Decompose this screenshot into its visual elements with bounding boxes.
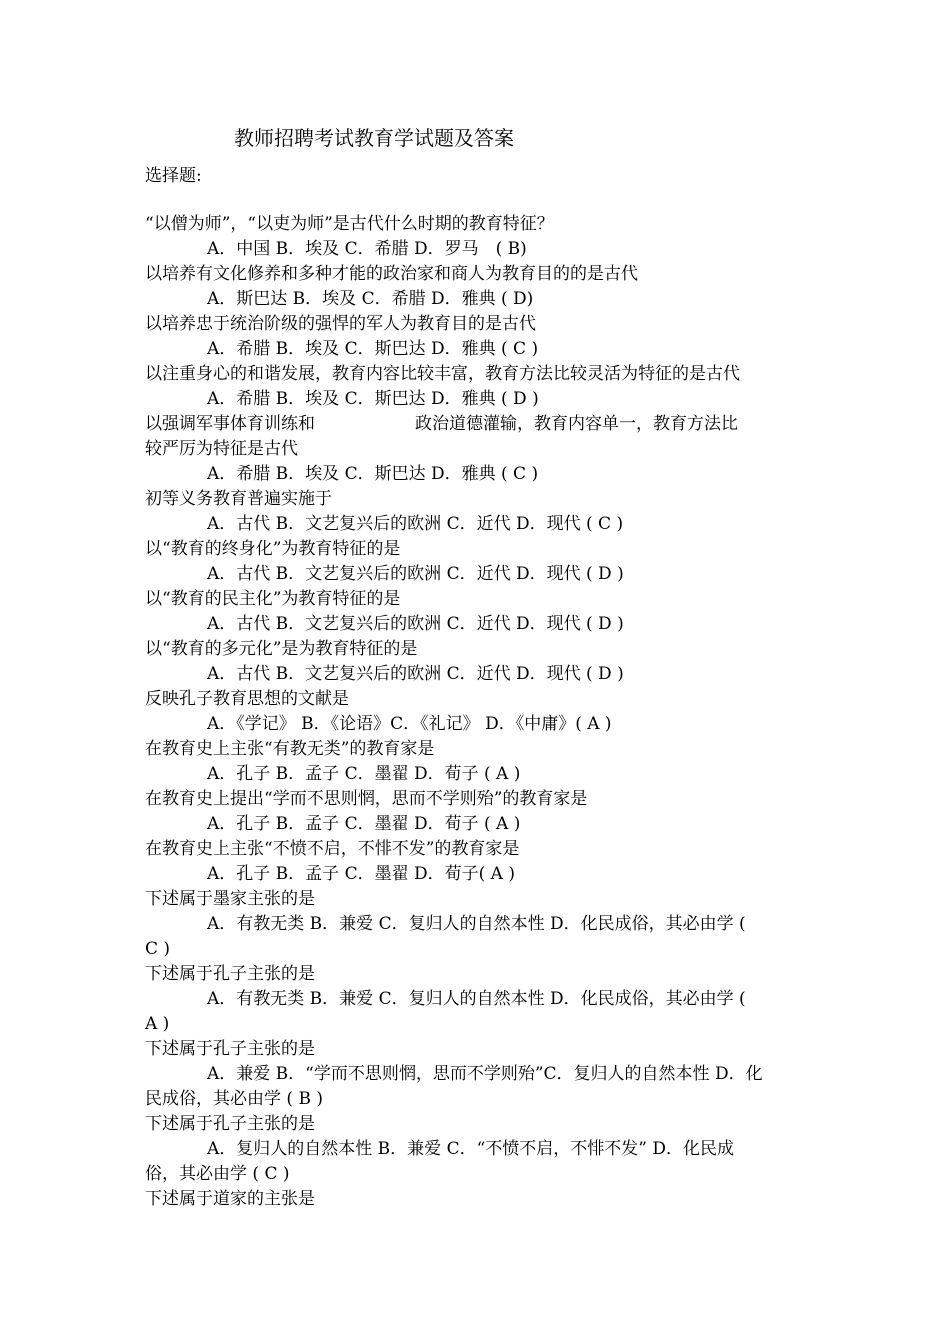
options-text: A．希腊 B．埃及 C．斯巴达 D．雅典 ( C ) xyxy=(207,464,539,484)
question-text: 在教育史上主张“有教无类”的教育家是 xyxy=(145,739,435,759)
question-text-continued: 政治道德灌输，教育内容单一，教育方法比 xyxy=(415,414,738,434)
question-text: 下述属于孔子主张的是 xyxy=(145,1114,315,1134)
question-line xyxy=(145,437,809,462)
options-text: A．古代 B．文艺复兴后的欧洲 C．近代 D．现代 ( D ) xyxy=(207,564,624,584)
answer-options-line xyxy=(145,237,809,262)
question-text: 下述属于孔子主张的是 xyxy=(145,964,315,984)
answer-options-line xyxy=(145,562,809,587)
question-text: 以“教育的民主化”为教育特征的是 xyxy=(145,589,401,609)
answer-options-line xyxy=(145,812,809,837)
question-line xyxy=(145,737,809,762)
answer-options-line xyxy=(145,862,809,887)
answer-options-line xyxy=(145,612,809,637)
answer-options-line xyxy=(145,287,809,312)
answer-options-line xyxy=(145,762,809,787)
question-line xyxy=(145,412,809,437)
question-line xyxy=(145,487,809,512)
question-line xyxy=(145,962,809,987)
answer-options-line xyxy=(145,512,809,537)
answer-options-line xyxy=(145,1137,809,1162)
section-label: 选择题: xyxy=(145,166,202,186)
question-text: 以培养有文化修养和多种才能的政治家和商人为教育目的的是古代 xyxy=(145,264,638,284)
question-line xyxy=(145,1012,809,1037)
options-text: A．希腊 B．埃及 C．斯巴达 D．雅典 ( D ) xyxy=(207,389,539,409)
question-line xyxy=(145,787,809,812)
question-line xyxy=(145,937,809,962)
options-text: A．斯巴达 B．埃及 C．希腊 D．雅典 ( D) xyxy=(207,289,534,309)
question-line xyxy=(145,262,809,287)
question-line xyxy=(145,1037,809,1062)
question-text: 下述属于墨家主张的是 xyxy=(145,889,315,909)
options-text: A．古代 B．文艺复兴后的欧洲 C．近代 D．现代 ( D ) xyxy=(207,664,624,684)
options-text: A．古代 B．文艺复兴后的欧洲 C．近代 D．现代 ( C ) xyxy=(207,514,624,534)
question-text: 俗，其必由学 ( C ) xyxy=(145,1164,290,1184)
question-line xyxy=(145,1187,809,1212)
options-text: A．《学记》 B．《论语》C．《礼记》 D．《中庸》( A ) xyxy=(207,714,612,734)
options-text: A．中国 B．埃及 C．希腊 D．罗马 ( B) xyxy=(207,239,527,259)
options-text: A．古代 B．文艺复兴后的欧洲 C．近代 D．现代 ( D ) xyxy=(207,614,624,634)
options-text: A．孔子 B．孟子 C．墨翟 D．荀子 ( A ) xyxy=(207,814,521,834)
question-text: 反映孔子教育思想的文献是 xyxy=(145,689,349,709)
options-text: A．孔子 B．孟子 C．墨翟 D．荀子( A ) xyxy=(207,864,515,884)
question-line xyxy=(145,212,809,237)
question-line xyxy=(145,587,809,612)
options-text: A．孔子 B．孟子 C．墨翟 D．荀子 ( A ) xyxy=(207,764,521,784)
options-text: A．有教无类 B．兼爱 C．复归人的自然本性 D．化民成俗，其必由学 ( xyxy=(207,989,746,1009)
question-line xyxy=(145,537,809,562)
answer-options-line xyxy=(145,987,809,1012)
options-text: A．有教无类 B．兼爱 C．复归人的自然本性 D．化民成俗，其必由学 ( xyxy=(207,914,746,934)
question-text: 在教育史上提出“学而不思则惘，思而不学则殆”的教育家是 xyxy=(145,789,588,809)
question-line xyxy=(145,1162,809,1187)
question-text: 以“教育的终身化”为教育特征的是 xyxy=(145,539,401,559)
answer-options-line xyxy=(145,462,809,487)
answer-options-line xyxy=(145,912,809,937)
question-text: 民成俗，其必由学 ( B ) xyxy=(145,1089,323,1109)
options-text: A．复归人的自然本性 B．兼爱 C．“不愤不启，不悱不发” D．化民成 xyxy=(207,1139,734,1159)
question-text: “以僧为师”，“以吏为师”是古代什么时期的教育特征？ xyxy=(145,214,554,234)
options-text: A．兼爱 B．“学而不思则惘，思而不学则殆”C．复归人的自然本性 D．化 xyxy=(207,1064,763,1084)
question-line xyxy=(145,1087,809,1112)
question-line xyxy=(145,312,809,337)
question-text: 以注重身心的和谐发展，教育内容比较丰富，教育方法比较灵活为特征的是古代 xyxy=(145,364,740,384)
question-text: 初等义务教育普遍实施于 xyxy=(145,489,332,509)
question-text: 下述属于道家的主张是 xyxy=(145,1189,315,1209)
answer-options-line xyxy=(145,1062,809,1087)
question-line xyxy=(145,887,809,912)
answer-options-line xyxy=(145,387,809,412)
question-text: 以“教育的多元化”是为教育特征的是 xyxy=(145,639,418,659)
question-text: 以强调军事体育训练和 xyxy=(145,414,315,434)
question-line xyxy=(145,1112,809,1137)
question-text: 较严厉为特征是古代 xyxy=(145,439,298,459)
question-line xyxy=(145,637,809,662)
question-line xyxy=(145,837,809,862)
question-text: C ) xyxy=(145,939,171,959)
answer-options-line xyxy=(145,662,809,687)
answer-options-line xyxy=(145,712,809,737)
question-text: A ) xyxy=(145,1014,170,1034)
options-text: A．希腊 B．埃及 C．斯巴达 D．雅典 ( C ) xyxy=(207,339,539,359)
question-text: 以培养忠于统治阶级的强悍的军人为教育目的是古代 xyxy=(145,314,536,334)
document-title: 教师招聘考试教育学试题及答案 xyxy=(234,126,514,150)
question-line xyxy=(145,687,809,712)
question-line xyxy=(145,362,809,387)
answer-options-line xyxy=(145,337,809,362)
question-text: 在教育史上主张“不愤不启，不悱不发”的教育家是 xyxy=(145,839,520,859)
question-text: 下述属于孔子主张的是 xyxy=(145,1039,315,1059)
question-list xyxy=(145,212,809,1212)
